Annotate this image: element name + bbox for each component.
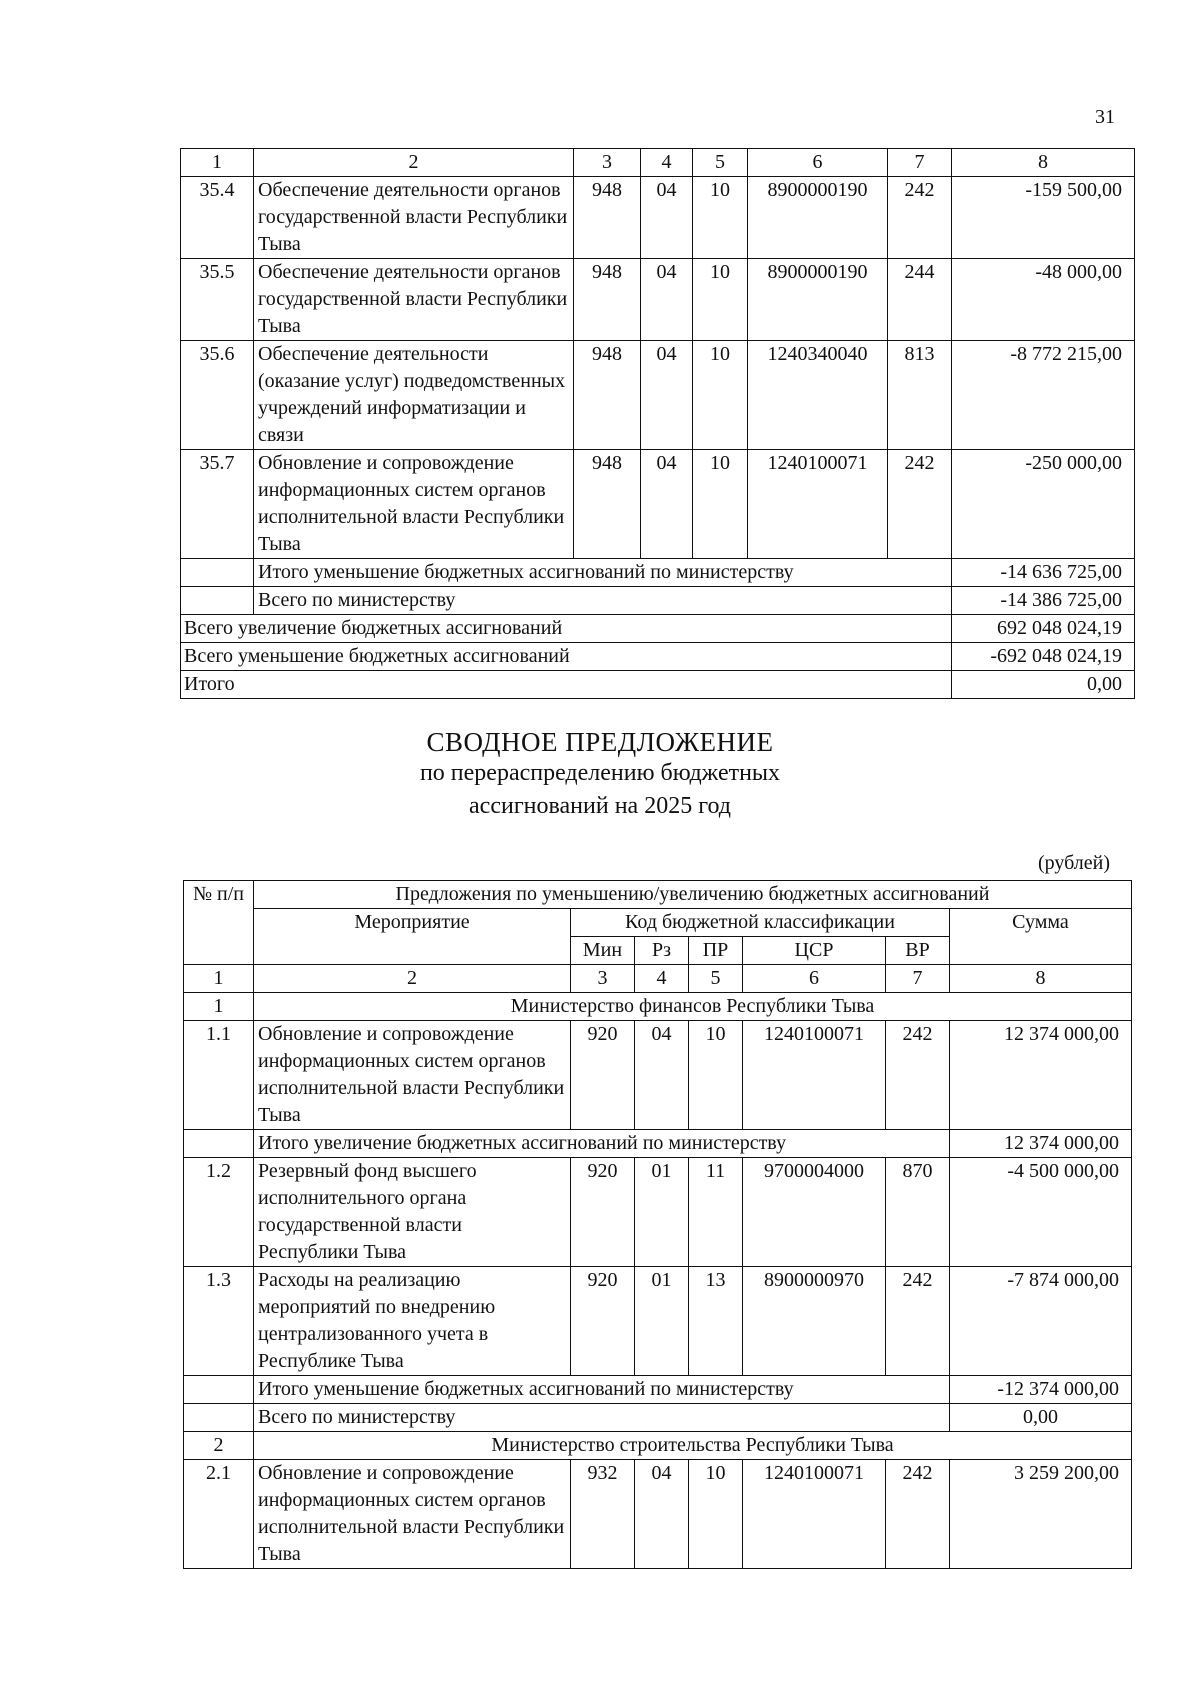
grand-increase-label: Всего увеличение бюджетных ассигнований (181, 615, 952, 643)
col-group-header: Предложения по уменьшению/увеличению бюджетных ассигнований (254, 881, 1132, 909)
row-sum: -159 500,00 (952, 177, 1135, 259)
row-vr: 242 (886, 1460, 950, 1569)
table-row (181, 341, 1135, 450)
ministry-name: Министерство финансов Республики Тыва (254, 993, 1132, 1021)
row-min: 948 (574, 259, 641, 341)
continuation-table (180, 148, 1135, 699)
row-min: 932 (571, 1460, 635, 1569)
row-pr: 10 (693, 259, 748, 341)
col-number: 8 (950, 965, 1132, 993)
row-min: 948 (574, 341, 641, 450)
empty-cell (181, 587, 254, 615)
row-min: 948 (574, 450, 641, 559)
row-pr: 13 (689, 1267, 743, 1376)
total-label: Итого (181, 671, 952, 699)
col-number: 6 (748, 149, 888, 177)
row-pr: 10 (693, 341, 748, 450)
col-event-header: Мероприятие (254, 909, 571, 965)
row-rz: 04 (641, 177, 693, 259)
empty-cell (184, 1130, 254, 1158)
proposal-table (183, 880, 1132, 1569)
col-number: 4 (635, 965, 689, 993)
col-sum-header: Сумма (950, 909, 1132, 965)
row-min: 920 (571, 1267, 635, 1376)
row-pr: 10 (689, 1460, 743, 1569)
row-name: Обновление и сопровождение информационных систем органов исполнительной власти Республики Тыва (254, 1021, 571, 1130)
col-rz-header: Рз (635, 937, 689, 965)
row-rz: 04 (635, 1021, 689, 1130)
col-min-header: Мин (571, 937, 635, 965)
row-name: Обеспечение деятельности органов государственной власти Республики Тыва (254, 177, 574, 259)
grand-increase-row (181, 615, 1135, 643)
table-row (184, 1267, 1132, 1376)
col-csr-header: ЦСР (743, 937, 886, 965)
col-number: 6 (743, 965, 886, 993)
row-rz: 01 (635, 1158, 689, 1267)
row-vr: 242 (888, 177, 952, 259)
row-csr: 8900000190 (748, 177, 888, 259)
subtotal-decrease-label: Итого уменьшение бюджетных ассигнований по министерству (254, 1376, 950, 1404)
ministry-total-row (181, 587, 1135, 615)
col-number: 4 (641, 149, 693, 177)
row-rz: 01 (635, 1267, 689, 1376)
row-csr: 1240100071 (743, 1460, 886, 1569)
subtotal-row (181, 559, 1135, 587)
row-vr: 242 (886, 1021, 950, 1130)
grand-decrease-row (181, 643, 1135, 671)
subtotal-row (184, 1130, 1132, 1158)
row-sum: -8 772 215,00 (952, 341, 1135, 450)
grand-increase-value: 692 048 024,19 (952, 615, 1135, 643)
row-name: Обеспечение деятельности органов государственной власти Республики Тыва (254, 259, 574, 341)
ministry-total-row (184, 1404, 1132, 1432)
subtotal-increase-value: 12 374 000,00 (950, 1130, 1132, 1158)
col-number: 5 (693, 149, 748, 177)
row-number: 35.5 (181, 259, 254, 341)
row-sum: -250 000,00 (952, 450, 1135, 559)
row-name: Резервный фонд высшего исполнительного органа государственной власти Республики Тыва (254, 1158, 571, 1267)
row-min: 920 (571, 1158, 635, 1267)
col-pr-header: ПР (689, 937, 743, 965)
grand-decrease-value: -692 048 024,19 (952, 643, 1135, 671)
empty-cell (181, 559, 254, 587)
row-sum: -4 500 000,00 (950, 1158, 1132, 1267)
ministry-number: 1 (184, 993, 254, 1021)
col-number: 7 (886, 965, 950, 993)
row-sum: -48 000,00 (952, 259, 1135, 341)
row-vr: 242 (888, 450, 952, 559)
col-number: 5 (689, 965, 743, 993)
table-row (181, 450, 1135, 559)
row-rz: 04 (641, 341, 693, 450)
row-number: 1.3 (184, 1267, 254, 1376)
row-name: Обновление и сопровождение информационных систем органов исполнительной власти Республики Тыва (254, 1460, 571, 1569)
unit-label: (рублей) (1038, 852, 1111, 874)
total-value: 0,00 (952, 671, 1135, 699)
col-number: 3 (574, 149, 641, 177)
row-rz: 04 (635, 1460, 689, 1569)
row-csr: 9700004000 (743, 1158, 886, 1267)
row-vr: 870 (886, 1158, 950, 1267)
subtotal-row (184, 1376, 1132, 1404)
document-subtitle-line: по перераспределению бюджетных (419, 760, 781, 786)
row-number: 35.6 (181, 341, 254, 450)
ministry-number: 2 (184, 1432, 254, 1460)
table-row (184, 1158, 1132, 1267)
col-code-header: Код бюджетной классификации (571, 909, 950, 937)
row-name: Расходы на реализацию мероприятий по внедрению централизованного учета в Республике Тыва (254, 1267, 571, 1376)
row-pr: 10 (693, 177, 748, 259)
col-number: 2 (254, 965, 571, 993)
table-header-row (184, 909, 1132, 937)
ministry-total-value: 0,00 (950, 1404, 1132, 1432)
row-number: 35.4 (181, 177, 254, 259)
row-csr: 8900000970 (743, 1267, 886, 1376)
table-row (181, 177, 1135, 259)
subtotal-increase-label: Итого увеличение бюджетных ассигнований по министерству (254, 1130, 950, 1158)
table-row (184, 1021, 1132, 1130)
row-csr: 1240100071 (743, 1021, 886, 1130)
col-num-header: № п/п (184, 881, 254, 965)
subtotal-decrease-value: -12 374 000,00 (950, 1376, 1132, 1404)
row-name: Обновление и сопровождение информационных систем органов исполнительной власти Республики Тыва (254, 450, 574, 559)
row-rz: 04 (641, 259, 693, 341)
table-header-row (184, 881, 1132, 909)
col-vr-header: ВР (886, 937, 950, 965)
row-csr: 8900000190 (748, 259, 888, 341)
subtotal-decrease-value: -14 636 725,00 (952, 559, 1135, 587)
row-sum: 3 259 200,00 (950, 1460, 1132, 1569)
ministry-total-value: -14 386 725,00 (952, 587, 1135, 615)
ministry-total-label: Всего по министерству (254, 1404, 950, 1432)
row-pr: 10 (693, 450, 748, 559)
row-rz: 04 (641, 450, 693, 559)
col-number: 1 (181, 149, 254, 177)
row-sum: 12 374 000,00 (950, 1021, 1132, 1130)
row-csr: 1240100071 (748, 450, 888, 559)
row-number: 1.1 (184, 1021, 254, 1130)
col-number: 8 (952, 149, 1135, 177)
row-sum: -7 874 000,00 (950, 1267, 1132, 1376)
table-row (181, 259, 1135, 341)
row-csr: 1240340040 (748, 341, 888, 450)
page-number: 31 (1095, 106, 1115, 128)
document-title: СВОДНОЕ ПРЕДЛОЖЕНИЕ (426, 727, 774, 757)
empty-cell (184, 1376, 254, 1404)
col-number: 7 (888, 149, 952, 177)
row-number: 2.1 (184, 1460, 254, 1569)
row-number: 1.2 (184, 1158, 254, 1267)
document-subtitle-line: ассигнований на 2025 год (469, 793, 731, 819)
row-name: Обеспечение деятельности (оказание услуг) подведомственных учреждений информатизации и связи (254, 341, 574, 450)
ministry-header-row (184, 993, 1132, 1021)
table-header-row (181, 149, 1135, 177)
row-vr: 244 (888, 259, 952, 341)
ministry-total-label: Всего по министерству (254, 587, 952, 615)
row-vr: 242 (886, 1267, 950, 1376)
col-number: 1 (184, 965, 254, 993)
row-vr: 813 (888, 341, 952, 450)
ministry-header-row (184, 1432, 1132, 1460)
table-row (184, 1460, 1132, 1569)
row-pr: 11 (689, 1158, 743, 1267)
col-number: 3 (571, 965, 635, 993)
row-pr: 10 (689, 1021, 743, 1130)
row-min: 920 (571, 1021, 635, 1130)
empty-cell (184, 1404, 254, 1432)
ministry-name: Министерство строительства Республики Тыва (254, 1432, 1132, 1460)
col-number: 2 (254, 149, 574, 177)
subtotal-decrease-label: Итого уменьшение бюджетных ассигнований по министерству (254, 559, 952, 587)
grand-decrease-label: Всего уменьшение бюджетных ассигнований (181, 643, 952, 671)
row-number: 35.7 (181, 450, 254, 559)
column-numbers-row (184, 965, 1132, 993)
row-min: 948 (574, 177, 641, 259)
total-row (181, 671, 1135, 699)
